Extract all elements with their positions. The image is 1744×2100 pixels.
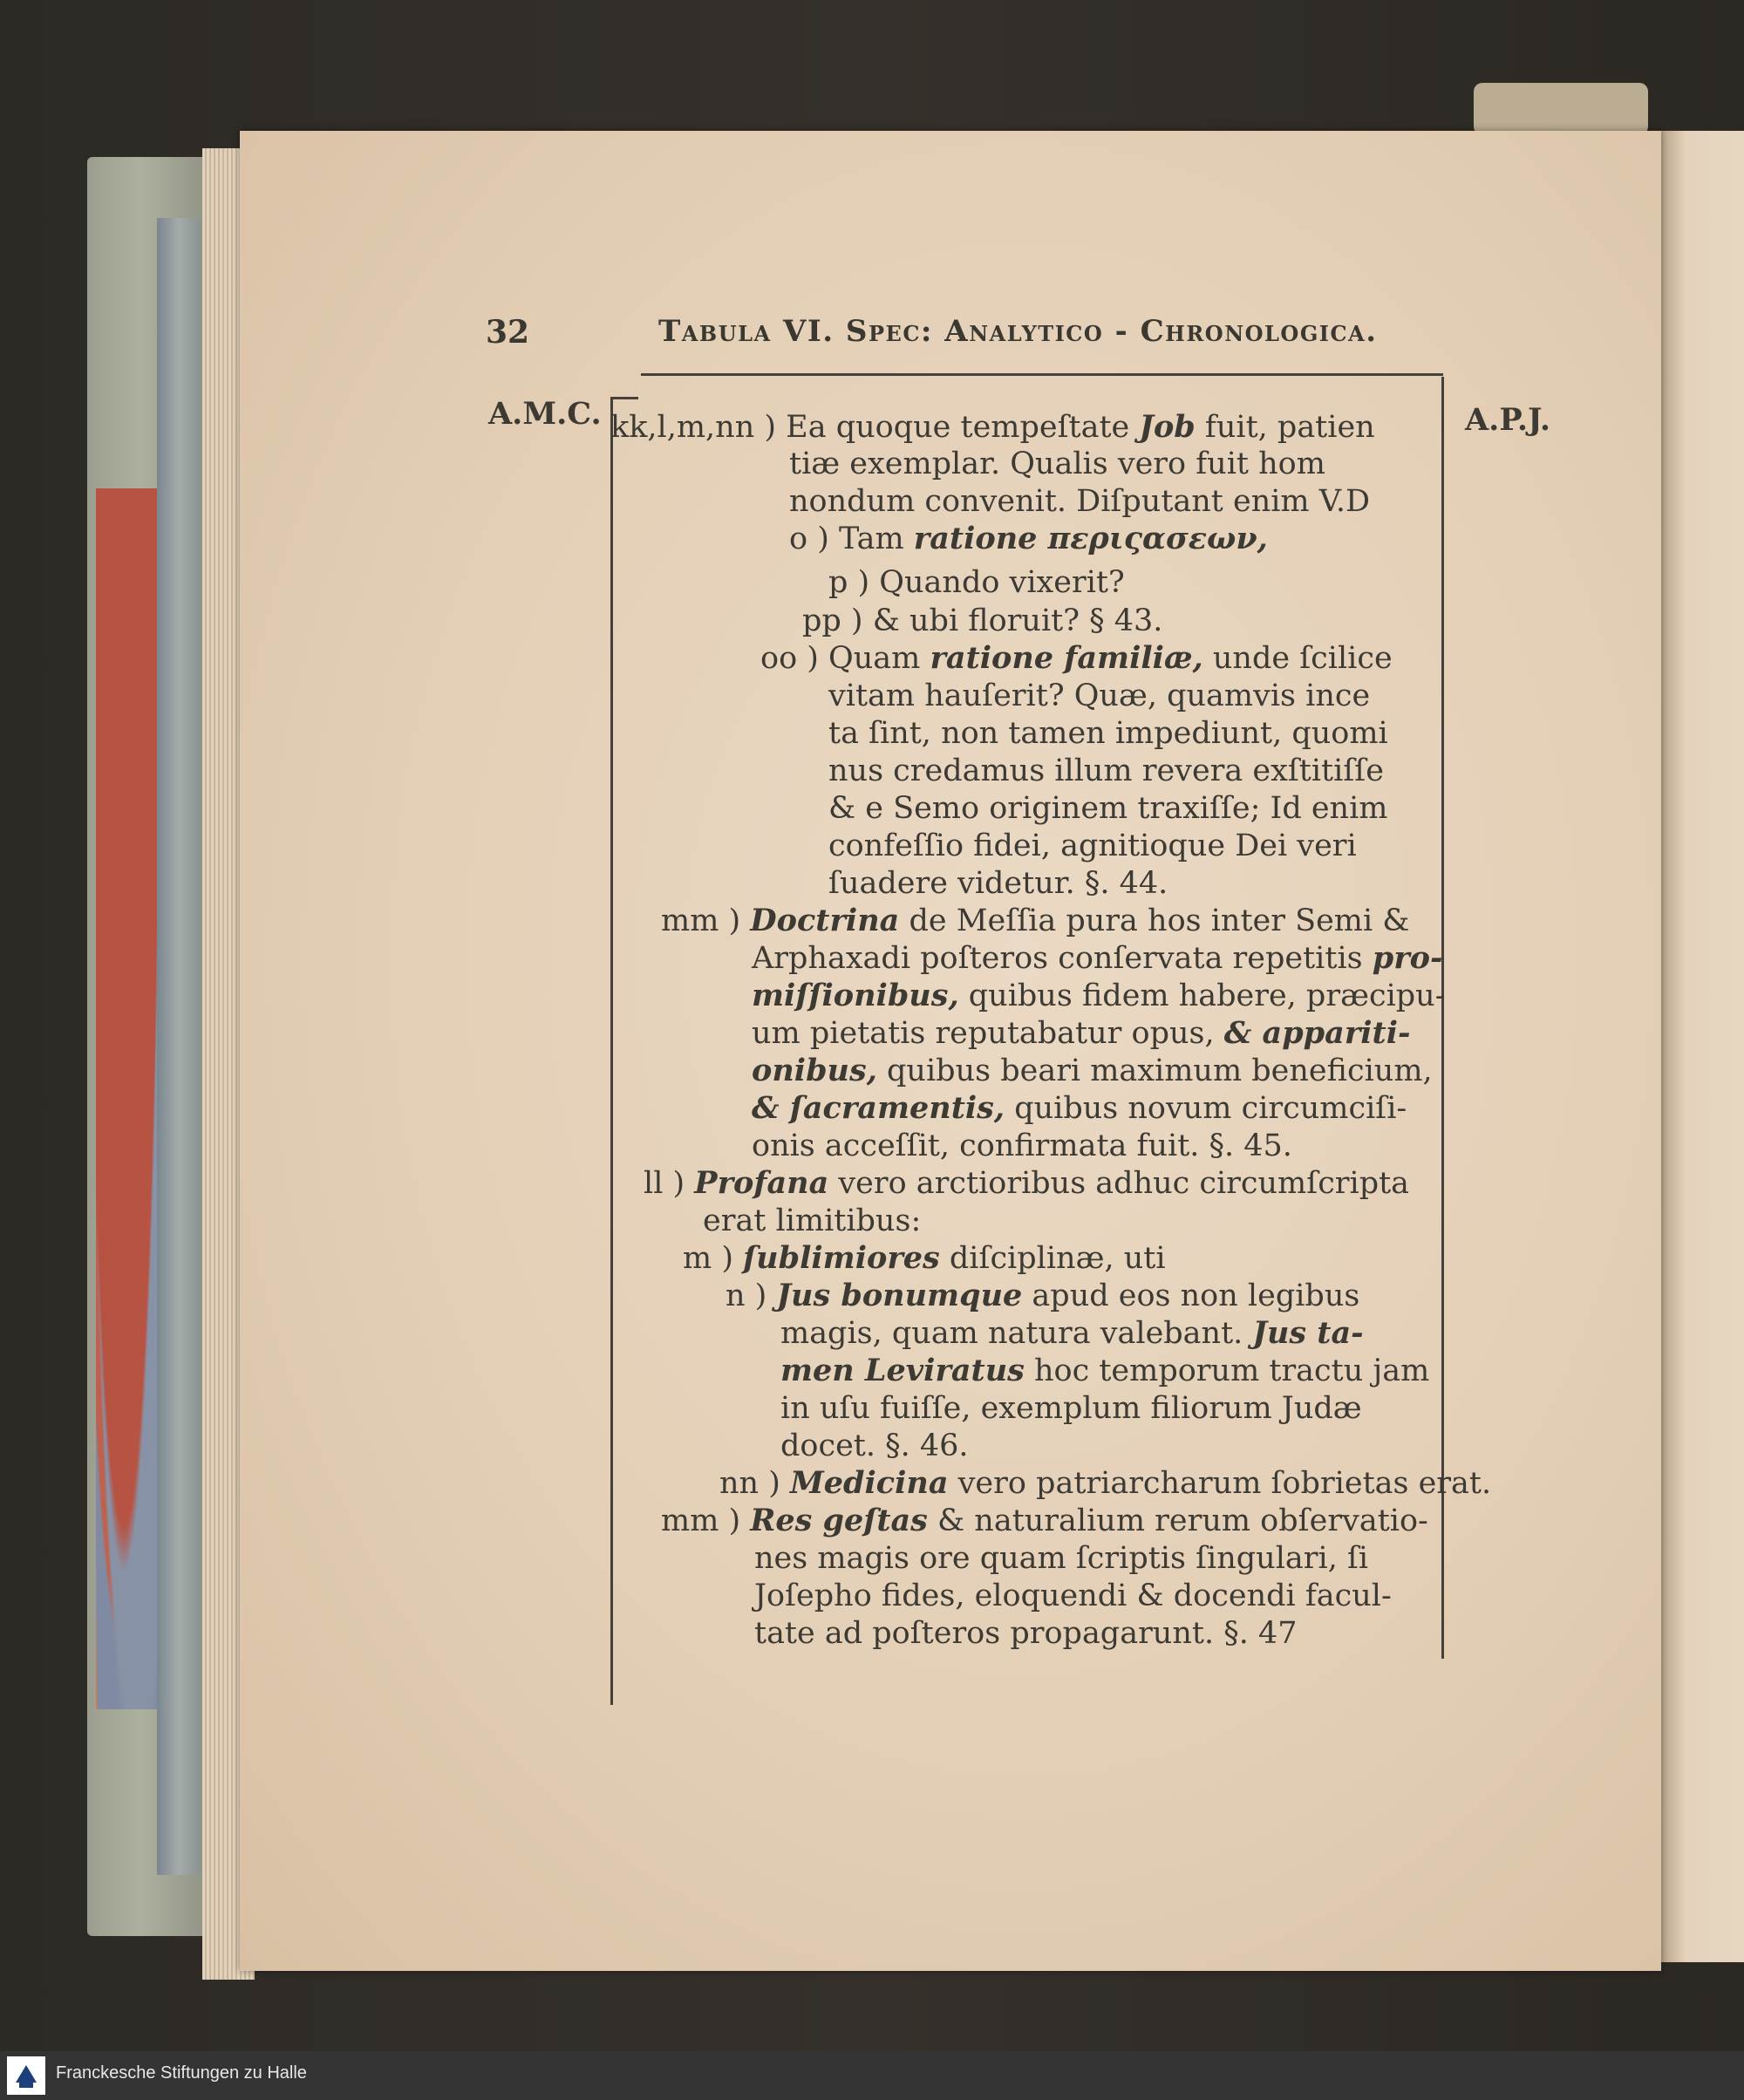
italic-text-segment: Job bbox=[1139, 409, 1196, 445]
text-line bbox=[719, 1466, 1491, 1501]
text-segment: quibus novum circumciſi- bbox=[1005, 1091, 1407, 1126]
institution-logo-icon bbox=[7, 2056, 45, 2095]
text-segment: nondum convenit. Diſputant enim V.D bbox=[789, 484, 1371, 519]
text-line bbox=[780, 1428, 969, 1463]
margin-label-right: A.P.J. bbox=[1465, 402, 1551, 438]
italic-text-segment: ſublimiores bbox=[743, 1240, 940, 1276]
italic-text-segment: Doctrina bbox=[750, 903, 900, 938]
text-segment: mm ) bbox=[661, 1503, 751, 1538]
text-segment: m ) bbox=[683, 1241, 744, 1276]
cover-marbled-pattern bbox=[96, 488, 166, 1709]
text-segment: confeſſio fidei, agnitioque Dei veri bbox=[828, 828, 1357, 863]
text-segment: fuit, patien bbox=[1195, 410, 1375, 445]
text-line bbox=[828, 716, 1388, 751]
text-line bbox=[610, 410, 1375, 445]
margin-label-left: A.M.C. bbox=[488, 396, 602, 432]
cover-inner-edge bbox=[157, 218, 201, 1875]
italic-text-segment: ratione familiæ, bbox=[930, 640, 1203, 676]
text-line bbox=[661, 1503, 1428, 1538]
text-line bbox=[828, 753, 1384, 788]
text-line bbox=[752, 1016, 1411, 1051]
italic-text-segment: Jus ta- bbox=[1252, 1315, 1364, 1351]
text-segment: quibus fidem habere, præcipu- bbox=[958, 978, 1446, 1013]
text-segment: & e Semo originem traxiſſe; Id enim bbox=[828, 791, 1388, 826]
text-line bbox=[683, 1241, 1166, 1276]
text-segment: o ) Tam bbox=[789, 522, 914, 556]
table-top-left-tick bbox=[610, 397, 638, 399]
text-line bbox=[726, 1278, 1359, 1313]
text-segment: de Meſſia pura hos inter Semi & bbox=[899, 903, 1410, 938]
text-segment: ta ſint, non tamen impediunt, quomi bbox=[828, 716, 1388, 751]
text-line bbox=[760, 641, 1393, 676]
text-segment: n ) bbox=[726, 1278, 777, 1313]
page-number: 32 bbox=[486, 314, 530, 351]
text-segment: tate ad poſteros propagarunt. bbox=[754, 1616, 1215, 1651]
italic-text-segment: men Leviratus bbox=[780, 1353, 1025, 1388]
text-segment: & naturalium rerum obſervatio- bbox=[927, 1503, 1428, 1538]
page-header: Tabula VI. Spec: Analytico - Chronologica. bbox=[658, 314, 1378, 349]
text-segment: vero patriarcharum ſobrietas erat. bbox=[948, 1466, 1492, 1501]
text-line bbox=[752, 941, 1443, 976]
italic-text-segment: onibus, bbox=[752, 1053, 877, 1088]
text-segment: mm ) bbox=[661, 903, 751, 938]
text-segment: erat limitibus: bbox=[703, 1203, 922, 1238]
text-segment: nus credamus illum revera exſtitiſſe bbox=[828, 753, 1384, 788]
text-line bbox=[828, 565, 1125, 600]
text-segment: nes magis ore quam ſcriptis ſingulari, ſi bbox=[754, 1541, 1369, 1576]
text-segment: §. 47 bbox=[1214, 1616, 1298, 1651]
book-page bbox=[240, 131, 1661, 1971]
text-line bbox=[828, 828, 1357, 863]
text-segment: apud eos non legibus bbox=[1022, 1278, 1360, 1313]
text-segment: quibus beari maximum beneficium, bbox=[876, 1053, 1433, 1088]
text-line bbox=[752, 1091, 1407, 1126]
text-segment: Joſepho fides, eloquendi & docendi facul- bbox=[754, 1578, 1392, 1613]
right-page-torn-corner bbox=[1474, 83, 1648, 135]
text-line bbox=[828, 866, 1168, 901]
text-segment: nn ) bbox=[719, 1466, 790, 1501]
text-line bbox=[752, 978, 1446, 1013]
italic-text-segment: ratione περιςασεων, bbox=[913, 521, 1268, 556]
text-segment: docet. bbox=[780, 1428, 875, 1463]
text-segment: onis acceſſit, confirmata fuit. bbox=[752, 1128, 1200, 1163]
text-line bbox=[752, 1128, 1292, 1163]
text-line bbox=[789, 522, 1268, 556]
italic-text-segment: Profana bbox=[694, 1165, 829, 1201]
text-segment: in uſu fuiſſe, exemplum filiorum Judæ bbox=[780, 1391, 1362, 1426]
text-segment: vero arctioribus adhuc circumſcripta bbox=[828, 1166, 1410, 1201]
italic-text-segment: & ſacramentis, bbox=[752, 1090, 1005, 1126]
italic-text-segment: miſſionibus, bbox=[752, 978, 959, 1013]
text-segment: vitam hauſerit? Quæ, quamvis ince bbox=[828, 678, 1371, 713]
text-segment: kk,l,m,nn ) Ea quoque tempeſtate bbox=[610, 410, 1140, 445]
text-line bbox=[754, 1541, 1368, 1576]
text-segment: § 43. bbox=[1079, 603, 1163, 638]
footer-bar bbox=[0, 2051, 1744, 2100]
text-segment: §. 46. bbox=[875, 1428, 969, 1463]
text-line bbox=[802, 603, 1162, 638]
header-rule bbox=[641, 373, 1443, 376]
text-segment: §. 45. bbox=[1199, 1128, 1292, 1163]
text-segment: ſuadere videtur. bbox=[828, 866, 1075, 901]
text-segment: §. 44. bbox=[1074, 866, 1168, 901]
text-line bbox=[752, 1053, 1433, 1088]
italic-text-segment: Medicina bbox=[790, 1465, 949, 1501]
italic-text-segment: Jus bonumque bbox=[776, 1278, 1023, 1313]
italic-text-segment: pro- bbox=[1372, 940, 1443, 976]
text-line bbox=[780, 1353, 1429, 1388]
text-segment: magis, quam natura valebant. bbox=[780, 1316, 1253, 1351]
text-segment: Arphaxadi poſteros conſervata repetitis bbox=[752, 941, 1373, 976]
text-line bbox=[828, 678, 1370, 713]
text-line bbox=[754, 1578, 1392, 1613]
text-line bbox=[644, 1166, 1409, 1201]
text-line bbox=[754, 1616, 1298, 1651]
text-line bbox=[780, 1391, 1362, 1426]
facing-page bbox=[1661, 131, 1744, 1962]
text-segment: tiæ exemplar. Qualis vero fuit hom bbox=[789, 447, 1325, 481]
text-segment: diſciplinæ, uti bbox=[939, 1241, 1166, 1276]
text-line bbox=[780, 1316, 1364, 1351]
italic-text-segment: & appariti- bbox=[1223, 1015, 1411, 1051]
text-line bbox=[828, 791, 1387, 826]
text-segment: hoc temporum tractu jam bbox=[1024, 1353, 1430, 1388]
text-line bbox=[789, 447, 1325, 481]
text-segment: pp ) & ubi floruit? bbox=[802, 603, 1080, 638]
text-segment: um pietatis reputabatur opus, bbox=[752, 1016, 1224, 1051]
text-segment: p ) Quando vixerit? bbox=[828, 565, 1125, 600]
text-segment: unde ſcilice bbox=[1202, 641, 1393, 676]
text-segment: oo ) Quam bbox=[760, 641, 930, 676]
text-segment: ll ) bbox=[644, 1166, 695, 1201]
text-line bbox=[661, 903, 1409, 938]
text-line bbox=[789, 484, 1370, 519]
italic-text-segment: Res geſtas bbox=[750, 1503, 928, 1538]
table-left-border bbox=[610, 397, 613, 1705]
footer-credit: Franckesche Stiftungen zu Halle bbox=[56, 2063, 307, 2083]
text-line bbox=[703, 1203, 921, 1238]
